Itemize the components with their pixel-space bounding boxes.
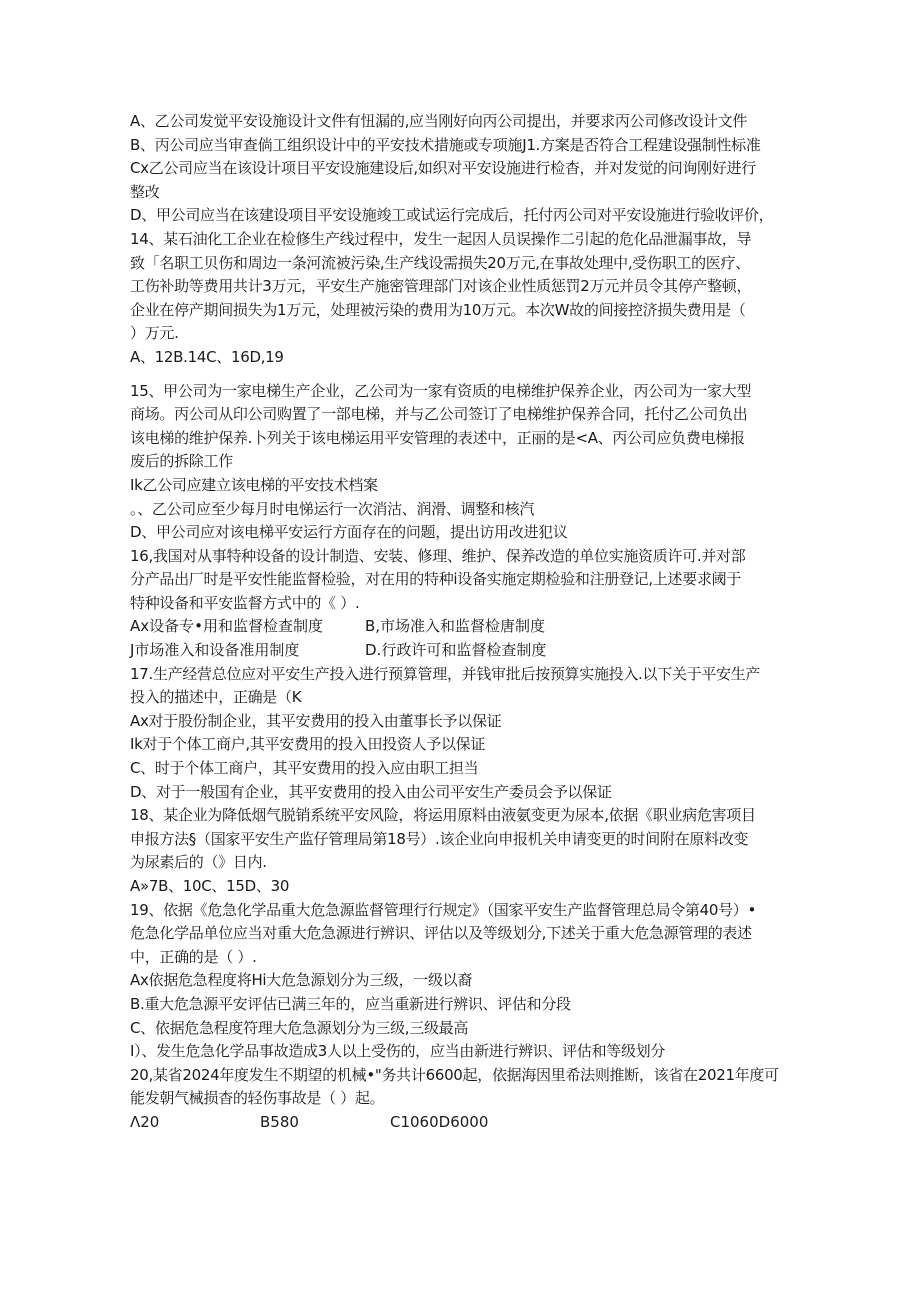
text-line: 14、某石油化工企业在检修生产线过程中，发生一起因人员误操作二引起的危化品泄漏事故，导 — [130, 229, 752, 248]
text-line: 为尿素后的（》日内. — [130, 853, 267, 872]
text-line: 中，正确的是（ ）. — [130, 947, 257, 966]
text-line: C、时于个体工商户，其平安费用的投入应由职工担当 — [130, 759, 479, 778]
text-line: Ax对于股份制企业，其平安费用的投入由董事长予以保证 — [130, 711, 502, 730]
text-line: 商场。丙公司从印公司购置了一部电梯，并与乙公司签订了电梯维护保养合同，托付乙公司负出 — [130, 405, 748, 424]
text-line: 申报方法§（国家平安生产监仔管理局第18号）.该企业向申报机关申请变更的时间附在原料改变 — [130, 829, 749, 848]
text-line: 投入的描述中，正确是（K — [130, 688, 302, 707]
text-line: 19、依据《危急化学品重大危急源监督管理行行规定》（国家平安生产监督管理总局令第40号）• — [130, 900, 757, 919]
option-row — [130, 639, 790, 663]
text-line: 17.生产经营总位应对平安生产投入进行预算管理，并钱审批后按预算实施投入.以下关于平安生产 — [130, 664, 761, 683]
text-line: 特种设备和平安监督方式中的《 ）. — [130, 593, 360, 612]
option-text: D.行政许可和监督检查制度 — [365, 641, 547, 660]
option-text: C1060D6000 — [390, 1112, 489, 1131]
text-line: Ik乙公司应建立该电梯的平安技术档案 — [130, 475, 378, 494]
text-line: Cx乙公司应当在该设计项目平安设施建设后,如织对平安设施进行检杳，并对发觉的问询刚好进行 — [130, 159, 756, 178]
text-line: Ik对于个体工商户,其平安费用的投入田投资人予以保证 — [130, 735, 486, 754]
text-line: 18、某企业为降低烟气脱销系统平安风险，将运用原料由液氨变更为尿本,依据《职业病危害项目 — [130, 806, 756, 825]
option-row — [130, 1111, 790, 1135]
text-line: 企业在停产期间损失为1万元，处理被污染的费用为10万元。本次W故的间接控济损失费用是（ — [130, 300, 746, 319]
text-line: 废后的拆除工作 — [130, 452, 233, 471]
text-line: 危急化学品单位应当对重大危急源进行辨识、评估以及等级划分,下述关于重大危急源管理的表述 — [130, 924, 752, 943]
text-line: A、乙公司发觉平安设施设计文件有忸漏的,应当刚好向丙公司提出，并要求丙公司修改设计文件 — [130, 112, 748, 130]
document-body — [130, 110, 790, 1135]
option-text: B,市场准入和监督检唐制度 — [365, 617, 546, 636]
text-line: A»7B、10C、15D、30 — [130, 877, 290, 895]
text-line: 工伤补助等费用共计3万元，平安生产施密管理部门对该企业性质惩罚2万元并员令其停产整顿， — [130, 277, 752, 296]
text-line: C、依据危急程度符理大危急源划分为三级,三级最高 — [130, 1018, 469, 1037]
text-line: D、甲公司应对该电梯平安运行方面存在的问题，提出访用改进犯议 — [130, 523, 568, 542]
option-text: B580 — [260, 1112, 299, 1131]
text-line: 20,某省2024年度发生不期望的机械•"务共计6600起，依据海因里希法则推断，该省在2021年度可 — [130, 1065, 779, 1084]
option-text: J市场准入和设备准用制度 — [130, 641, 300, 660]
paragraph-gap — [130, 370, 790, 380]
text-line: 致「名职工贝伤和周边一条河流被污染,生产线设需损失20万元,在事故处理中,受伤职工的医疗、 — [130, 253, 750, 272]
text-line: A、12B.14C、16D,19 — [130, 347, 284, 366]
text-line: 15、甲公司为一家电梯生产企业，乙公司为一家有资质的电梯维护保养企业，丙公司为一家大型 — [130, 381, 752, 400]
text-line: D、对于一般国有企业，其平安费用的投入由公司平安生产委员会予以保证 — [130, 782, 612, 801]
text-line: B.重大危急源平安评估已满三年的，应当重新进行辨识、评估和分段 — [130, 994, 571, 1013]
text-line: I）、发生危急化学品事故造成3人以上受伤的，应当由新进行辨识、评估和等级划分 — [130, 1042, 666, 1061]
option-text: Ax设备专•用和监督检查制度 — [130, 617, 323, 636]
option-text: Λ20 — [130, 1112, 160, 1131]
text-line: 整改 — [130, 182, 160, 201]
option-row — [130, 615, 790, 639]
text-line: 该电梯的维护保养.卜列关于该电梯运用平安管理的表述中，正丽的是<A、丙公司应负费电梯报 — [130, 428, 745, 447]
text-line: D、甲公司应当在该建设项目平安设施竣工或试运行完成后，托付丙公司对平安设施进行验收评价， — [130, 206, 774, 225]
text-line: 。、乙公司应至少每月时电悌运行一次消沽、润滑、调整和核汽 — [130, 499, 535, 518]
text-line: 能发朝气械损杳的轻伤事故是（ ）起。 — [130, 1089, 385, 1108]
text-line: Ax依据危急程度将Hi大危急源划分为三级，一级以裔 — [130, 971, 473, 990]
text-line: B、丙公司应当审查倘工组织设计中的平安技术措施或专项施J1.方案是否符合工程建设强制性标准 — [130, 135, 761, 154]
text-line: 16,我国对从事特种设备的设计制造、安装、修理、维护、保养改造的单位实施资质许可.并对部 — [130, 546, 746, 565]
text-line: ）万元. — [130, 324, 179, 343]
text-line: 分产品出厂时是平安性能监督检验，对在用的特种i设备实施定期检验和注册登记,上述要求阈于 — [130, 570, 742, 589]
